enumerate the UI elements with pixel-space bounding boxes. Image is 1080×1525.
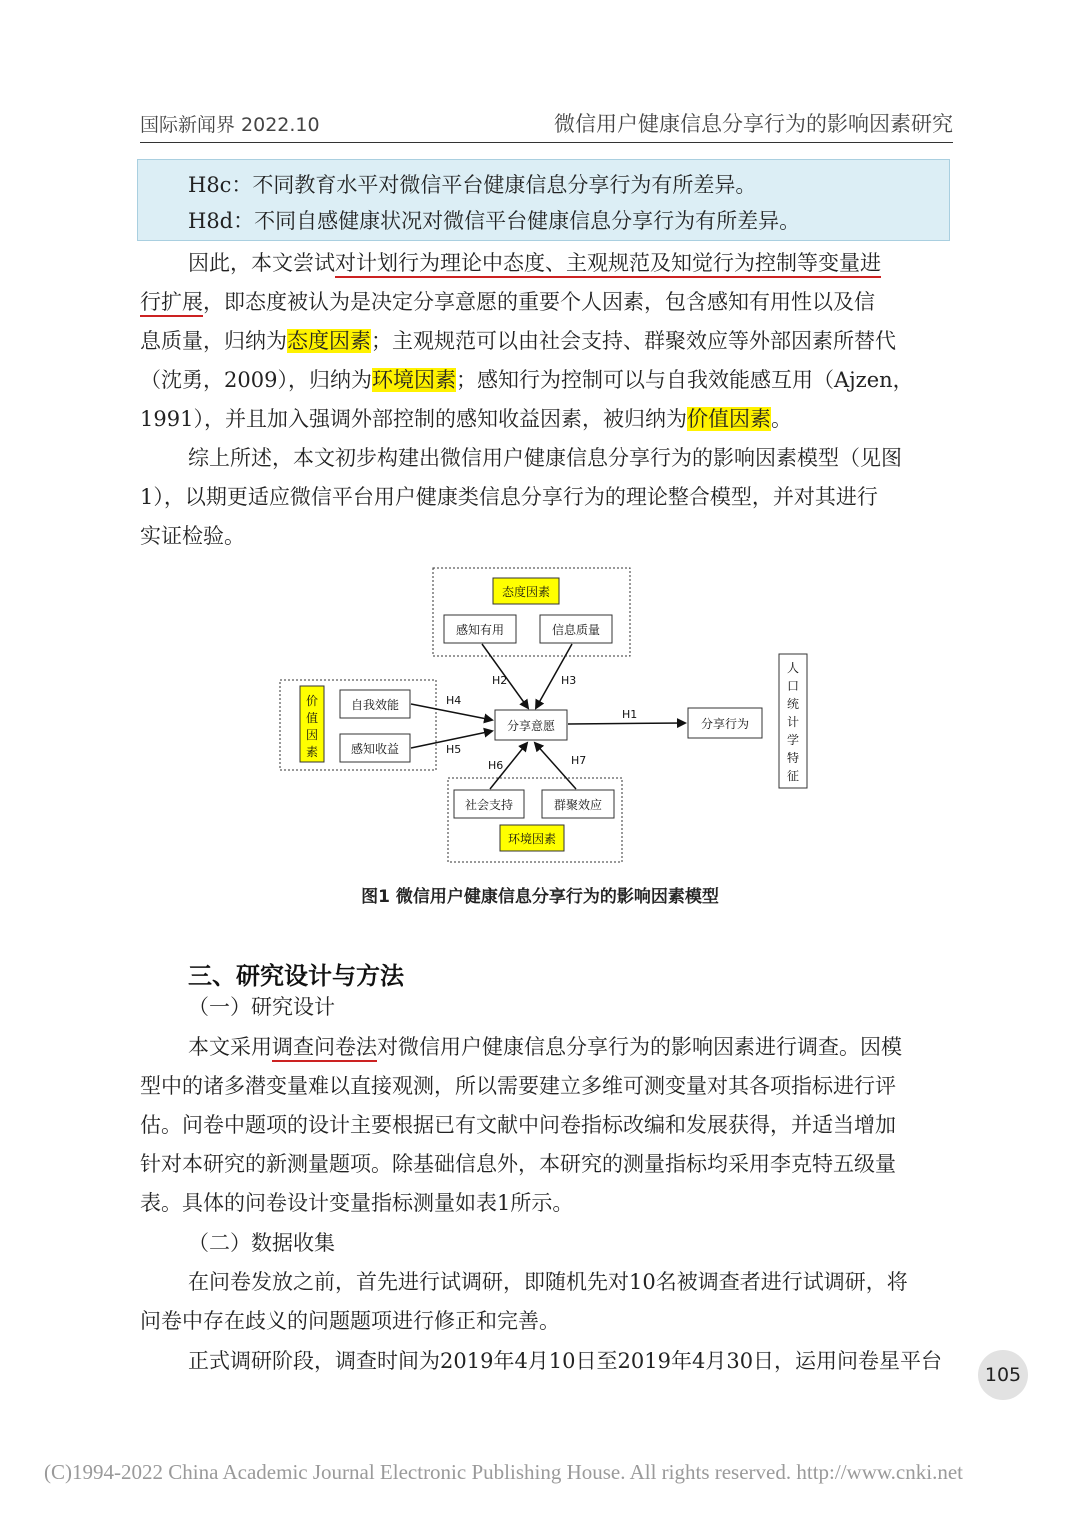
highlight-attitude: 态度因素	[287, 329, 371, 353]
para1-line2	[140, 287, 875, 317]
para1-line3	[140, 326, 896, 356]
label-h7: H7	[571, 754, 587, 767]
header-divider	[140, 142, 953, 143]
demographics-char-7: 征	[786, 769, 800, 783]
section-title: 三、研究设计与方法	[188, 962, 404, 990]
environment-label: 环境因素	[507, 832, 557, 846]
arrow-h1	[568, 723, 685, 724]
figure-caption: 图1 微信用户健康信息分享行为的影响因素模型	[361, 887, 719, 907]
sec-p1-line5: 表。具体的问卷设计变量指标测量如表1所示。	[140, 1191, 574, 1215]
para1-line1	[188, 248, 881, 278]
article-title: 微信用户健康信息分享行为的影响因素研究	[554, 112, 953, 136]
highlight-value: 价值因素	[686, 407, 771, 431]
para2-line1: 综上所述，本文初步构建出微信用户健康信息分享行为的影响因素模型（见图	[188, 446, 902, 470]
para2-line3: 实证检验。	[140, 524, 245, 548]
text: ，即态度被认为是决定分享意愿的重要个人因素，包含感知有用性以及信	[203, 290, 875, 314]
sec-p3-line1: 正式调研阶段，调查时间为2019年4月10日至2019年4月30日，运用问卷星平台	[188, 1349, 943, 1373]
label-h4: H4	[446, 694, 462, 707]
label-h5: H5	[446, 743, 462, 756]
social-support-label: 社会支持	[464, 798, 514, 812]
underlined-text: 行扩展	[140, 290, 203, 317]
text: 1991），并且加入强调外部控制的感知收益因素，被归纳为	[140, 407, 687, 431]
sec-p1-line2: 型中的诸多潜变量难以直接观测，所以需要建立多维可测变量对其各项指标进行评	[140, 1074, 896, 1098]
share-behavior-label: 分享行为	[700, 717, 750, 731]
value-label-char-2: 值	[305, 711, 319, 725]
para2-line2: 1），以期更适应微信平台用户健康类信息分享行为的理论整合模型，并对其进行	[140, 485, 878, 509]
text: 息质量，归纳为	[140, 329, 287, 353]
underlined-text: 对计划行为理论中态度、主观规范及知觉行为控制等变量进	[335, 251, 881, 278]
info-quality-label: 信息质量	[551, 623, 601, 637]
subsection-2: （二）数据收集	[188, 1231, 335, 1255]
herd-effect-label: 群聚效应	[553, 798, 603, 812]
text: （沈勇，2009），归纳为	[140, 368, 372, 392]
label-h6: H6	[488, 759, 504, 772]
page-number: 105	[978, 1350, 1028, 1400]
text: ；感知行为控制可以与自我效能感互用（Ajzen，	[455, 368, 914, 392]
value-label-char-4: 素	[305, 745, 319, 759]
para1-line5	[140, 404, 792, 434]
highlight-environment: 环境因素	[371, 368, 456, 392]
label-h3: H3	[561, 674, 577, 687]
value-label-char-3: 因	[305, 728, 319, 742]
share-intention-label: 分享意愿	[506, 719, 556, 733]
text: 对微信用户健康信息分享行为的影响因素进行调查。因模	[377, 1035, 902, 1059]
demographics-char-3: 统	[786, 697, 800, 711]
journal-name: 国际新闻界 2022.10	[140, 114, 320, 136]
text: 。	[770, 407, 792, 431]
sec-p2-line1: 在问卷发放之前，首先进行试调研，即随机先对10名被调查者进行试调研，将	[188, 1270, 908, 1294]
attitude-label: 态度因素	[501, 585, 551, 599]
demographics-char-5: 学	[786, 733, 800, 747]
text: 因此，本文尝试	[188, 251, 335, 275]
text: ；主观规范可以由社会支持、群聚效应等外部因素所替代	[371, 329, 896, 353]
label-h1: H1	[622, 708, 638, 721]
label-h2: H2	[492, 674, 508, 687]
model-diagram	[270, 560, 830, 870]
sec-p2-line2: 问卷中存在歧义的问题题项进行修正和完善。	[140, 1309, 560, 1333]
perceived-benefit-label: 感知收益	[350, 742, 400, 756]
perceived-usefulness-label: 感知有用	[455, 623, 505, 637]
underlined-text: 调查问卷法	[272, 1035, 377, 1062]
demographics-char-6: 特	[786, 751, 800, 765]
demographics-char-2: 口	[786, 679, 800, 693]
copyright-footer: (C)1994-2022 China Academic Journal Electronic Publishing House. All rights reserved. http://www.cnki.net	[44, 1460, 963, 1484]
para1-line4	[140, 365, 914, 395]
arrow-h7	[535, 743, 576, 789]
sec-p1-line3: 估。问卷中题项的设计主要根据已有文献中问卷指标改编和发展获得，并适当增加	[140, 1113, 896, 1137]
subsection-1: （一）研究设计	[188, 995, 335, 1019]
sec-p1-line1	[188, 1032, 902, 1062]
text: 本文采用	[188, 1035, 272, 1059]
self-efficacy-label: 自我效能	[350, 698, 400, 712]
demographics-char-1: 人	[786, 661, 800, 675]
demographics-char-4: 计	[786, 715, 800, 729]
hypothesis-h8c: H8c：不同教育水平对微信平台健康信息分享行为有所差异。	[188, 173, 757, 197]
sec-p1-line4: 针对本研究的新测量题项。除基础信息外，本研究的测量指标均采用李克特五级量	[140, 1152, 896, 1176]
value-label-char-1: 价	[305, 694, 319, 708]
hypothesis-h8d: H8d：不同自感健康状况对微信平台健康信息分享行为有所差异。	[188, 209, 801, 233]
